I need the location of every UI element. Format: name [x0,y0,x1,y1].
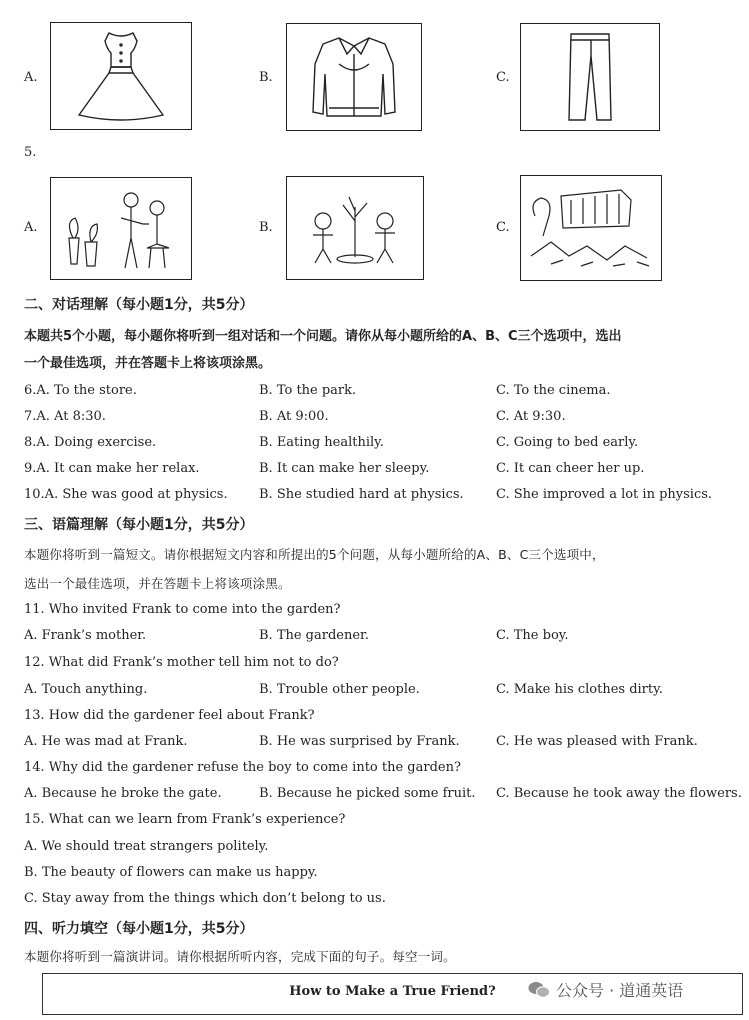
q9-option-b[interactable]: B. It can make her sleepy. [259,461,430,476]
watermark [528,978,683,1001]
dress-icon [50,22,192,130]
watering-flowers-icon [50,177,192,280]
q7-option-c[interactable]: C. At 9:30. [496,409,566,424]
q9-option-c[interactable]: C. It can cheer her up. [496,461,645,476]
q9-option-a[interactable]: 9.A. It can make her relax. [24,461,200,476]
section4-title: 四、听力填空（每小题1分，共5分） [24,921,254,937]
q7-option-b[interactable]: B. At 9:00. [259,409,329,424]
q4-label-b: B. [259,70,273,85]
q12-option-b[interactable]: B. Trouble other people. [259,682,420,697]
section3-title: 三、语篇理解（每小题1分，共5分） [24,517,254,533]
q13-question: 13. How did the gardener feel about Frank? [24,708,315,723]
blouse-icon [286,23,422,131]
wechat-icon [528,981,550,999]
section3-instruction-line1: 本题你将听到一篇短文。请你根据短文内容和所提出的5个问题，从每小题所给的A、B、C三个选项中， [24,547,605,562]
q12-option-c[interactable]: C. Make his clothes dirty. [496,682,663,697]
q12-question: 12. What did Frank’s mother tell him not to do? [24,655,339,670]
q10-option-a[interactable]: 10.A. She was good at physics. [24,487,228,502]
q4-label-c: C. [496,70,510,85]
q13-option-c[interactable]: C. He was pleased with Frank. [496,734,698,749]
q4-label-a: A. [24,70,38,85]
q14-option-c[interactable]: C. Because he took away the flowers. [496,786,742,801]
passage-title: How to Make a True Friend? [289,984,496,999]
q14-option-b[interactable]: B. Because he picked some fruit. [259,786,476,801]
q11-question: 11. Who invited Frank to come into the garden? [24,602,341,617]
q15-option-a[interactable]: A. We should treat strangers politely. [24,839,269,854]
watermark-text: 公众号 · 道通英语 [556,981,684,1000]
q6-option-b[interactable]: B. To the park. [259,383,357,398]
q11-option-c[interactable]: C. The boy. [496,628,569,643]
q8-option-c[interactable]: C. Going to bed early. [496,435,639,450]
section2-instruction-line1: 本题共5个小题，每小题你将听到一组对话和一个问题。请你从每小题所给的A、B、C三个选项中，选出 [24,329,622,344]
section4-instruction: 本题你将听到一篇演讲词。请你根据所听内容，完成下面的句子。每空一词。 [24,949,456,964]
q15-question: 15. What can we learn from Frank’s experience? [24,812,346,827]
section2-title: 二、对话理解（每小题1分，共5分） [24,297,254,313]
q7-option-a[interactable]: 7.A. At 8:30. [24,409,106,424]
q13-option-a[interactable]: A. He was mad at Frank. [24,734,188,749]
q5-label-b: B. [259,220,273,235]
q15-option-b[interactable]: B. The beauty of flowers can make us happy. [24,865,318,880]
trousers-icon [520,23,660,131]
q6-option-c[interactable]: C. To the cinema. [496,383,611,398]
section2-instruction-line2: 一个最佳选项，并在答题卡上将该项涂黑。 [24,356,272,371]
q8-option-b[interactable]: B. Eating healthily. [259,435,384,450]
q10-option-c[interactable]: C. She improved a lot in physics. [496,487,713,502]
q12-option-a[interactable]: A. Touch anything. [24,682,148,697]
section3-instruction-line2: 选出一个最佳选项，并在答题卡上将该项涂黑。 [24,576,291,591]
planting-tree-icon [286,176,424,280]
q13-option-b[interactable]: B. He was surprised by Frank. [259,734,460,749]
q10-option-b[interactable]: B. She studied hard at physics. [259,487,464,502]
q14-question: 14. Why did the gardener refuse the boy to come into the garden? [24,760,461,775]
q11-option-a[interactable]: A. Frank’s mother. [24,628,147,643]
q15-option-c[interactable]: C. Stay away from the things which don’t belong to us. [24,891,386,906]
littering-park-icon [520,175,662,281]
q11-option-b[interactable]: B. The gardener. [259,628,369,643]
q8-option-a[interactable]: 8.A. Doing exercise. [24,435,157,450]
q6-option-a[interactable]: 6.A. To the store. [24,383,137,398]
q5-label-c: C. [496,220,510,235]
q14-option-a[interactable]: A. Because he broke the gate. [24,786,222,801]
q5-number: 5. [24,145,37,160]
q5-label-a: A. [24,220,38,235]
